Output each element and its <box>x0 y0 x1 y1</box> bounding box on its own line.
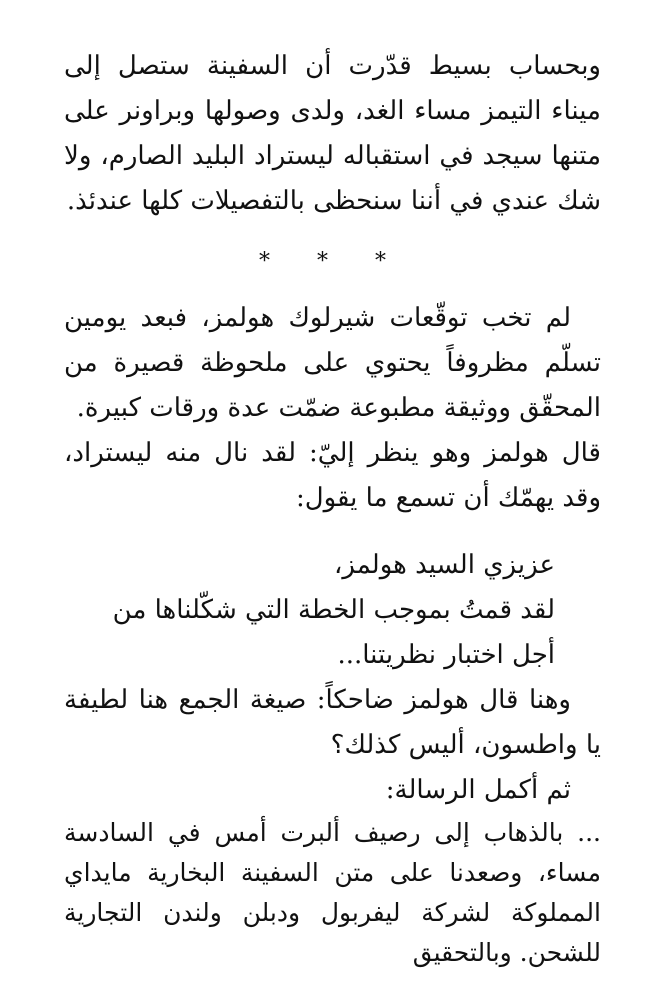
paragraph-holmes-laughing: وهنا قال هولمز ضاحكاً: صيغة الجمع هنا لطيفة يا واطسون، أليس كذلك؟ <box>64 685 601 760</box>
paragraph-arrival-estimate: وبحساب بسيط قدّرت أن السفينة ستصل إلى ميناء التيمز مساء الغد، ولدى وصولها وبراونر على متنها سيجد في استقباله ليستراد البليد الصارم، ولا شك عندي في أننا سنحظى بالتفصيلات كلها عندئذ. <box>64 51 601 216</box>
letter-excerpt <box>64 543 601 678</box>
letter-body-line: أجل اختبار نظريتنا... <box>337 640 555 670</box>
paragraph-continue-letter: ثم أكمل الرسالة: <box>385 775 571 805</box>
paragraph-holmes-remark: قال هولمز وهو ينظر إليّ: لقد نال منه ليستراد، وقد يهمّك أن تسمع ما يقول: <box>64 438 601 513</box>
letter-continuation: ... بالذهاب إلى رصيف ألبرت أمس في السادسة مساء، وصعدنا على متن السفينة البخارية مايداي المملوكة لشركة ليفربول ودبلن ولندن التجارية للشحن. وبالتحقيق <box>64 818 601 967</box>
letter-body-line: لقد قمتُ بموجب الخطة التي شكّلناها من <box>112 595 555 625</box>
section-separator: * * * <box>259 249 406 274</box>
letter-greeting: عزيزي السيد هولمز، <box>334 550 555 580</box>
paragraph-holmes-expectations: لم تخب توقّعات شيرلوك هولمز، فبعد يومين تسلّم مظروفاً يحتوي على ملحوظة قصيرة من المحقّق ووثيقة مطبوعة ضمّت عدة ورقات كبيرة. <box>64 303 601 423</box>
